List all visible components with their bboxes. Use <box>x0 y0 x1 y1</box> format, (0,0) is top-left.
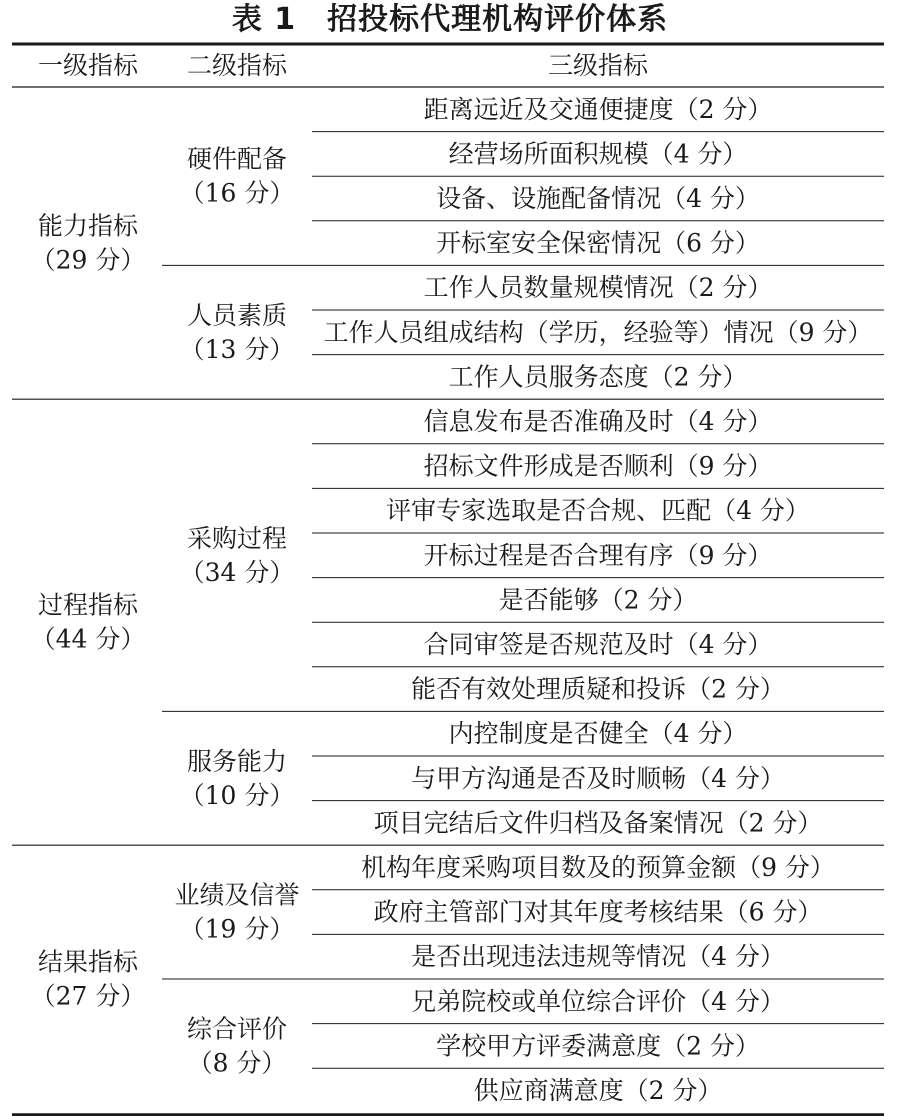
item-label: 设备、设施配备情况（4 分） <box>436 184 760 213</box>
header-level2: 二级指标 <box>186 51 288 80</box>
subgroup-score: （19 分） <box>179 914 295 944</box>
item-label: 是否出现违法违规等情况（4 分） <box>411 942 785 972</box>
subgroup-score: （13 分） <box>179 334 295 364</box>
item-label: 学校甲方评委满意度（2 分） <box>436 1031 760 1061</box>
item-label: 与甲方沟通是否及时顺畅（4 分） <box>411 763 785 793</box>
item-label: 机构年度采购项目数及的预算金额（9 分） <box>361 853 835 882</box>
item-label: 政府主管部门对其年度考核结果（6 分） <box>373 897 823 927</box>
group-score: （44 分） <box>30 624 146 654</box>
item-label: 兄弟院校或单位综合评价（4 分） <box>411 986 785 1016</box>
subgroup-name: 硬件配备 <box>186 144 288 174</box>
item-label: 距离远近及交通便捷度（2 分） <box>423 94 773 124</box>
item-label: 评审专家选取是否合规、匹配（4 分） <box>386 496 810 526</box>
item-label: 信息发布是否准确及时（4 分） <box>423 407 773 436</box>
group-score: （27 分） <box>30 981 146 1011</box>
item-label: 开标室安全保密情况（6 分） <box>436 228 760 258</box>
item-label: 合同审签是否规范及时（4 分） <box>423 630 773 659</box>
item-label: 招标文件形成是否顺利（9 分） <box>423 451 773 481</box>
table-title: 表 1 招投标代理机构评价体系 <box>231 2 669 37</box>
subgroup-name: 采购过程 <box>186 523 288 553</box>
group-name: 结果指标 <box>37 947 139 977</box>
item-label: 项目完结后文件归档及备案情况（2 分） <box>373 808 823 838</box>
subgroup-name: 业绩及信誉 <box>174 880 300 910</box>
subgroup-score: （10 分） <box>179 780 295 810</box>
subgroup-name: 服务能力 <box>186 746 288 776</box>
item-label: 工作人员组成结构（学历，经验等）情况（9 分） <box>323 317 873 347</box>
item-label: 工作人员服务态度（2 分） <box>448 362 748 392</box>
header-level3: 三级指标 <box>547 51 649 80</box>
group-name: 能力指标 <box>37 211 139 241</box>
item-label: 是否能够（2 分） <box>498 585 698 615</box>
item-label: 经营场所面积规模（4 分） <box>448 139 748 169</box>
subgroup-score: （34 分） <box>179 557 295 587</box>
subgroup-name: 综合评价 <box>186 1014 288 1044</box>
item-label: 能否有效处理质疑和投诉（2 分） <box>411 674 785 704</box>
header-level1: 一级指标 <box>37 51 139 80</box>
subgroup-name: 人员素质 <box>186 300 288 330</box>
item-label: 工作人员数量规模情况（2 分） <box>423 273 773 303</box>
group-name: 过程指标 <box>37 590 139 620</box>
item-label: 供应商满意度（2 分） <box>473 1076 723 1105</box>
item-label: 开标过程是否合理有序（9 分） <box>423 540 773 570</box>
subgroup-score: （8 分） <box>187 1048 287 1078</box>
item-label: 内控制度是否健全（4 分） <box>448 719 748 749</box>
group-score: （29 分） <box>30 245 146 275</box>
subgroup-score: （16 分） <box>179 178 295 208</box>
